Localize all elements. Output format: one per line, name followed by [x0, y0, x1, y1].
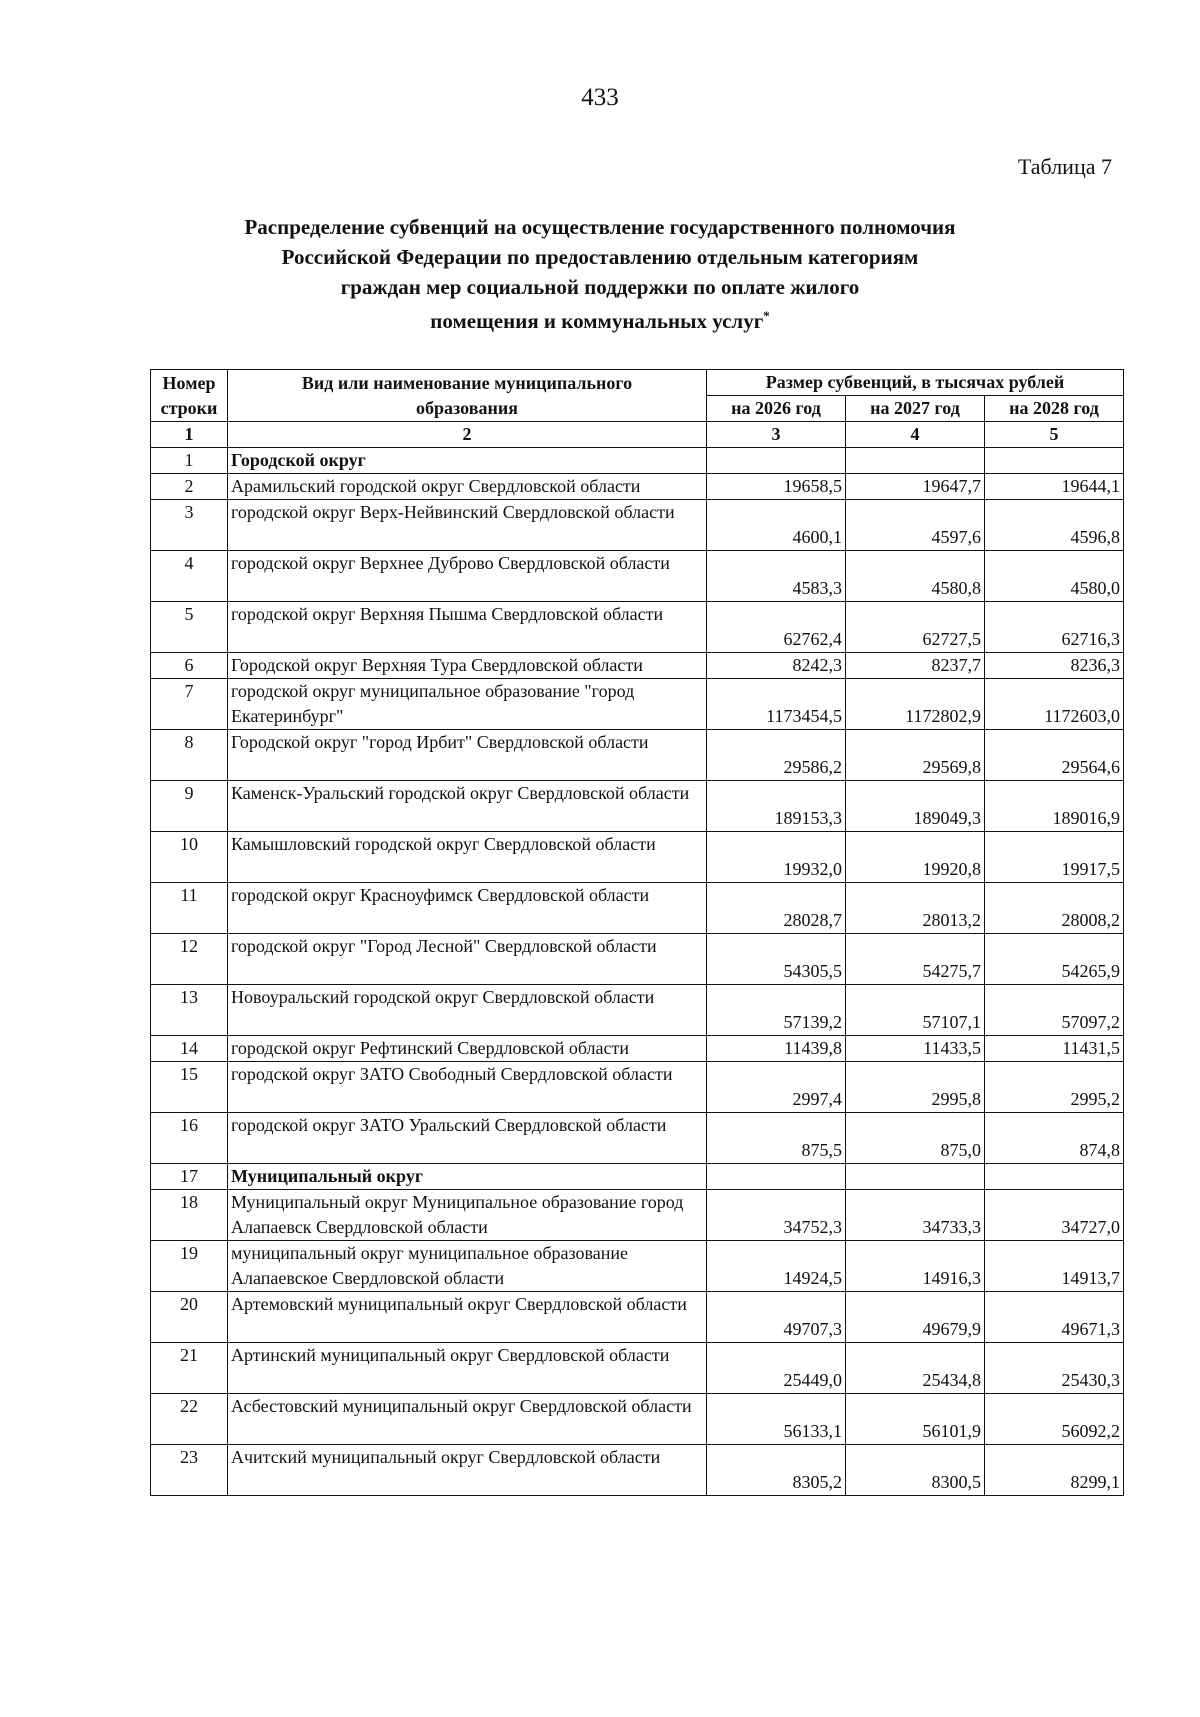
- table-body: [151, 422, 1124, 1496]
- row-number-cell: 6: [151, 653, 228, 679]
- amount-2027-cell: 8300,5: [846, 1445, 985, 1496]
- amount-2028-cell: 14913,7: [985, 1241, 1124, 1292]
- row-number-cell: 15: [151, 1062, 228, 1113]
- row-number-cell: 14: [151, 1036, 228, 1062]
- amount-2027-cell: 49679,9: [846, 1292, 985, 1343]
- amount-2026-cell: 8305,2: [707, 1445, 846, 1496]
- municipality-name-cell: городской округ Красноуфимск Свердловской области: [228, 883, 707, 934]
- amount-2028-cell: 29564,6: [985, 730, 1124, 781]
- amount-2027-cell: 1172802,9: [846, 679, 985, 730]
- header-municipality: [228, 370, 707, 422]
- row-number-cell: 12: [151, 934, 228, 985]
- amount-2026-cell: 19932,0: [707, 832, 846, 883]
- column-number: 1: [151, 422, 228, 448]
- header-row-number-line2: строки: [160, 397, 218, 418]
- amount-2027-cell: 57107,1: [846, 985, 985, 1036]
- amount-2027-cell: 54275,7: [846, 934, 985, 985]
- municipality-name-cell: Городской округ: [228, 448, 707, 474]
- amount-2026-cell: 56133,1: [707, 1394, 846, 1445]
- row-number-cell: 21: [151, 1343, 228, 1394]
- municipality-name-cell: городской округ ЗАТО Свободный Свердловской области: [228, 1062, 707, 1113]
- row-number-cell: 22: [151, 1394, 228, 1445]
- table-row: [151, 500, 1124, 551]
- municipality-name-cell: Новоуральский городской округ Свердловской области: [228, 985, 707, 1036]
- amount-2027-cell: 8237,7: [846, 653, 985, 679]
- table-row: [151, 1113, 1124, 1164]
- row-number-cell: 9: [151, 781, 228, 832]
- amount-2028-cell: 57097,2: [985, 985, 1124, 1036]
- header-amounts: Размер субвенций, в тысячах рублей: [707, 370, 1124, 396]
- header-year-2028: на 2028 год: [985, 396, 1124, 422]
- amount-2028-cell: [985, 1164, 1124, 1190]
- table-row: [151, 1241, 1124, 1292]
- header-municipality-line1: Вид или наименование муниципального: [301, 372, 633, 393]
- amount-2026-cell: 28028,7: [707, 883, 846, 934]
- amount-2028-cell: 11431,5: [985, 1036, 1124, 1062]
- municipality-name-cell: Артинский муниципальный округ Свердловской области: [228, 1343, 707, 1394]
- column-numbers-row: [151, 422, 1124, 448]
- row-number-cell: 11: [151, 883, 228, 934]
- table-row: [151, 679, 1124, 730]
- row-number-cell: 23: [151, 1445, 228, 1496]
- amount-2028-cell: 4580,0: [985, 551, 1124, 602]
- amount-2026-cell: 11439,8: [707, 1036, 846, 1062]
- amount-2026-cell: 2997,4: [707, 1062, 846, 1113]
- municipality-name-cell: городской округ Рефтинский Свердловской области: [228, 1036, 707, 1062]
- row-number-cell: 19: [151, 1241, 228, 1292]
- document-title: [150, 212, 1050, 336]
- row-number-cell: 1: [151, 448, 228, 474]
- table-row: [151, 602, 1124, 653]
- municipality-name-cell: Артемовский муниципальный округ Свердловской области: [228, 1292, 707, 1343]
- table-row: [151, 781, 1124, 832]
- table-row: [151, 832, 1124, 883]
- column-number: 4: [846, 422, 985, 448]
- amount-2026-cell: 25449,0: [707, 1343, 846, 1394]
- amount-2028-cell: 8236,3: [985, 653, 1124, 679]
- amount-2026-cell: 29586,2: [707, 730, 846, 781]
- title-line: граждан мер социальной поддержки по оплате жилого: [340, 275, 860, 299]
- column-number: 5: [985, 422, 1124, 448]
- amount-2026-cell: [707, 1164, 846, 1190]
- amount-2028-cell: 34727,0: [985, 1190, 1124, 1241]
- amount-2027-cell: [846, 448, 985, 474]
- column-number: 3: [707, 422, 846, 448]
- table-row: [151, 730, 1124, 781]
- amount-2027-cell: 189049,3: [846, 781, 985, 832]
- amount-2026-cell: 4600,1: [707, 500, 846, 551]
- row-number-cell: 20: [151, 1292, 228, 1343]
- municipality-name-cell: Городской округ "город Ирбит" Свердловской области: [228, 730, 707, 781]
- amount-2026-cell: [707, 448, 846, 474]
- amount-2026-cell: 54305,5: [707, 934, 846, 985]
- row-number-cell: 4: [151, 551, 228, 602]
- amount-2028-cell: 8299,1: [985, 1445, 1124, 1496]
- municipality-name-cell: Каменск-Уральский городской округ Свердловской области: [228, 781, 707, 832]
- amount-2027-cell: 28013,2: [846, 883, 985, 934]
- row-number-cell: 5: [151, 602, 228, 653]
- table-row: [151, 474, 1124, 500]
- amount-2028-cell: 54265,9: [985, 934, 1124, 985]
- amount-2027-cell: 19920,8: [846, 832, 985, 883]
- table-caption: Таблица 7: [1017, 154, 1112, 179]
- amount-2028-cell: 189016,9: [985, 781, 1124, 832]
- header-row-number: [151, 370, 228, 422]
- table-row: [151, 653, 1124, 679]
- table-row: [151, 1343, 1124, 1394]
- amount-2027-cell: 875,0: [846, 1113, 985, 1164]
- amount-2026-cell: 34752,3: [707, 1190, 846, 1241]
- municipality-name-cell: городской округ Верхнее Дуброво Свердловской области: [228, 551, 707, 602]
- row-number-cell: 16: [151, 1113, 228, 1164]
- amount-2027-cell: 29569,8: [846, 730, 985, 781]
- table-row: [151, 1036, 1124, 1062]
- amount-2027-cell: 34733,3: [846, 1190, 985, 1241]
- row-number-cell: 3: [151, 500, 228, 551]
- municipality-name-cell: городской округ муниципальное образование "город Екатеринбург": [228, 679, 707, 730]
- municipality-name-cell: городской округ ЗАТО Уральский Свердловской области: [228, 1113, 707, 1164]
- amount-2028-cell: 19917,5: [985, 832, 1124, 883]
- amount-2028-cell: 62716,3: [985, 602, 1124, 653]
- title-line: Распределение субвенций на осуществление государственного полномочия: [244, 215, 956, 239]
- amount-2026-cell: 49707,3: [707, 1292, 846, 1343]
- municipality-name-cell: муниципальный округ муниципальное образование Алапаевское Свердловской области: [228, 1241, 707, 1292]
- header-row-number-line1: Номер: [162, 372, 216, 393]
- municipality-name-cell: Арамильский городской округ Свердловской области: [228, 474, 707, 500]
- amount-2028-cell: 25430,3: [985, 1343, 1124, 1394]
- amount-2026-cell: 19658,5: [707, 474, 846, 500]
- amount-2027-cell: 4597,6: [846, 500, 985, 551]
- column-number: 2: [228, 422, 707, 448]
- table-row: [151, 1445, 1124, 1496]
- amount-2028-cell: 4596,8: [985, 500, 1124, 551]
- municipality-name-cell: Ачитский муниципальный округ Свердловской области: [228, 1445, 707, 1496]
- table-row: [151, 934, 1124, 985]
- amount-2026-cell: 189153,3: [707, 781, 846, 832]
- table-row: [151, 551, 1124, 602]
- municipality-name-cell: Камышловский городской округ Свердловской области: [228, 832, 707, 883]
- amount-2027-cell: 62727,5: [846, 602, 985, 653]
- table-group-row: [151, 448, 1124, 474]
- amount-2027-cell: 56101,9: [846, 1394, 985, 1445]
- municipality-name-cell: городской округ "Город Лесной" Свердловской области: [228, 934, 707, 985]
- row-number-cell: 8: [151, 730, 228, 781]
- header-municipality-line2: образования: [416, 397, 518, 418]
- title-line-text: помещения и коммунальных услуг: [430, 309, 764, 333]
- row-number-cell: 7: [151, 679, 228, 730]
- amount-2028-cell: 49671,3: [985, 1292, 1124, 1343]
- municipality-name-cell: городской округ Верх-Нейвинский Свердловской области: [228, 500, 707, 551]
- table-row: [151, 883, 1124, 934]
- amount-2027-cell: 4580,8: [846, 551, 985, 602]
- amount-2027-cell: 14916,3: [846, 1241, 985, 1292]
- amount-2026-cell: 8242,3: [707, 653, 846, 679]
- subsidy-table: [150, 369, 1124, 1496]
- amount-2026-cell: 62762,4: [707, 602, 846, 653]
- footnote-mark: *: [763, 308, 770, 323]
- amount-2026-cell: 1173454,5: [707, 679, 846, 730]
- municipality-name-cell: Городской округ Верхняя Тура Свердловской области: [228, 653, 707, 679]
- row-number-cell: 10: [151, 832, 228, 883]
- municipality-name-cell: городской округ Верхняя Пышма Свердловской области: [228, 602, 707, 653]
- amount-2027-cell: 2995,8: [846, 1062, 985, 1113]
- table-row: [151, 1292, 1124, 1343]
- amount-2028-cell: [985, 448, 1124, 474]
- table-row: [151, 1190, 1124, 1241]
- municipality-name-cell: Муниципальный округ: [228, 1164, 707, 1190]
- title-line: Российской Федерации по предоставлению отдельным категориям: [281, 245, 919, 269]
- amount-2026-cell: 57139,2: [707, 985, 846, 1036]
- amount-2027-cell: 11433,5: [846, 1036, 985, 1062]
- amount-2027-cell: [846, 1164, 985, 1190]
- table-row: [151, 1394, 1124, 1445]
- row-number-cell: 18: [151, 1190, 228, 1241]
- amount-2026-cell: 14924,5: [707, 1241, 846, 1292]
- header-year-2026: на 2026 год: [707, 396, 846, 422]
- table-row: [151, 985, 1124, 1036]
- amount-2027-cell: 19647,7: [846, 474, 985, 500]
- header-year-2027: на 2027 год: [846, 396, 985, 422]
- row-number-cell: 17: [151, 1164, 228, 1190]
- amount-2026-cell: 4583,3: [707, 551, 846, 602]
- amount-2028-cell: 1172603,0: [985, 679, 1124, 730]
- municipality-name-cell: Асбестовский муниципальный округ Свердловской области: [228, 1394, 707, 1445]
- amount-2026-cell: 875,5: [707, 1113, 846, 1164]
- table-row: [151, 1062, 1124, 1113]
- amount-2028-cell: 19644,1: [985, 474, 1124, 500]
- page-number: 433: [581, 84, 619, 111]
- amount-2028-cell: 874,8: [985, 1113, 1124, 1164]
- amount-2027-cell: 25434,8: [846, 1343, 985, 1394]
- amount-2028-cell: 56092,2: [985, 1394, 1124, 1445]
- title-line: [150, 306, 1050, 336]
- row-number-cell: 2: [151, 474, 228, 500]
- amount-2028-cell: 28008,2: [985, 883, 1124, 934]
- table-group-row: [151, 1164, 1124, 1190]
- row-number-cell: 13: [151, 985, 228, 1036]
- amount-2028-cell: 2995,2: [985, 1062, 1124, 1113]
- municipality-name-cell: Муниципальный округ Муниципальное образование город Алапаевск Свердловской области: [228, 1190, 707, 1241]
